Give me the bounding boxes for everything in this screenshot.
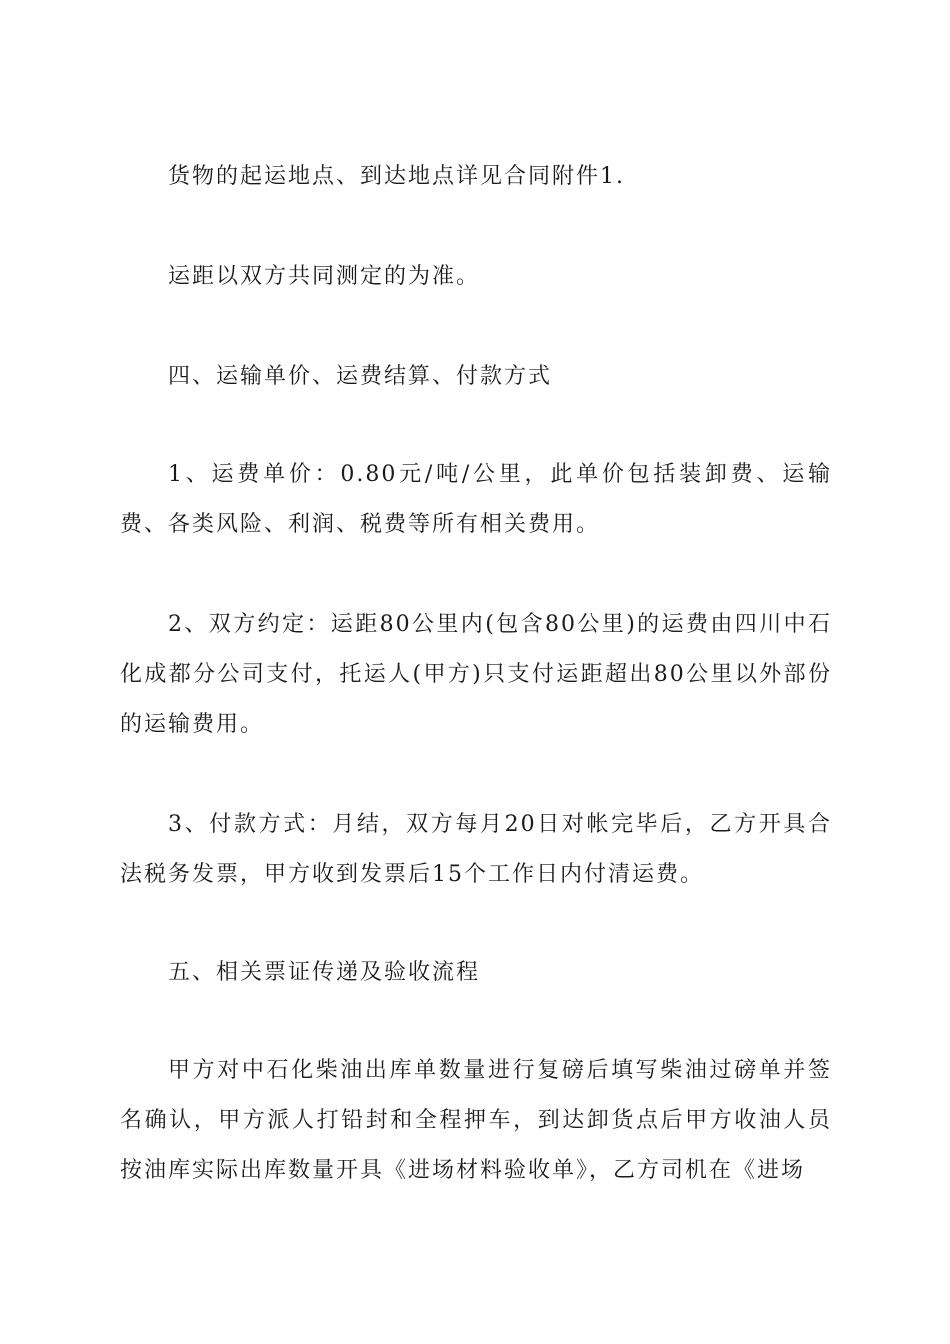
paragraph-unit-price: 1、运费单价：0.80元/吨/公里，此单价包括装卸费、运输费、各类风险、利润、税费等所有相关费用。 [120,462,832,537]
section-heading-5: 五、相关票证传递及验收流程 [168,960,481,985]
paragraph-acceptance-process: 甲方对中石化柴油出库单数量进行复磅后填写柴油过磅单并签名确认，甲方派人打铅封和全程押车，到达卸货点后甲方收油人员按油库实际出库数量开具《进场材料验收单》，乙方司机在《进场 [120,1058,832,1183]
paragraph-origin-destination: 货物的起运地点、到达地点详见合同附件1. [168,164,625,189]
paragraph-payment-method: 3、付款方式：月结，双方每月20日对帐完毕后，乙方开具合法税务发票，甲方收到发票后15个工作日内付清运费。 [120,812,832,887]
section-heading-4: 四、运输单价、运费结算、付款方式 [168,364,553,389]
paragraph-agreement: 2、双方约定：运距80公里内(包含80公里)的运费由四川中石化成都分公司支付，托运人(甲方)只支付运距超出80公里以外部份的运输费用。 [120,612,832,737]
paragraph-distance: 运距以双方共同测定的为准。 [168,264,481,289]
